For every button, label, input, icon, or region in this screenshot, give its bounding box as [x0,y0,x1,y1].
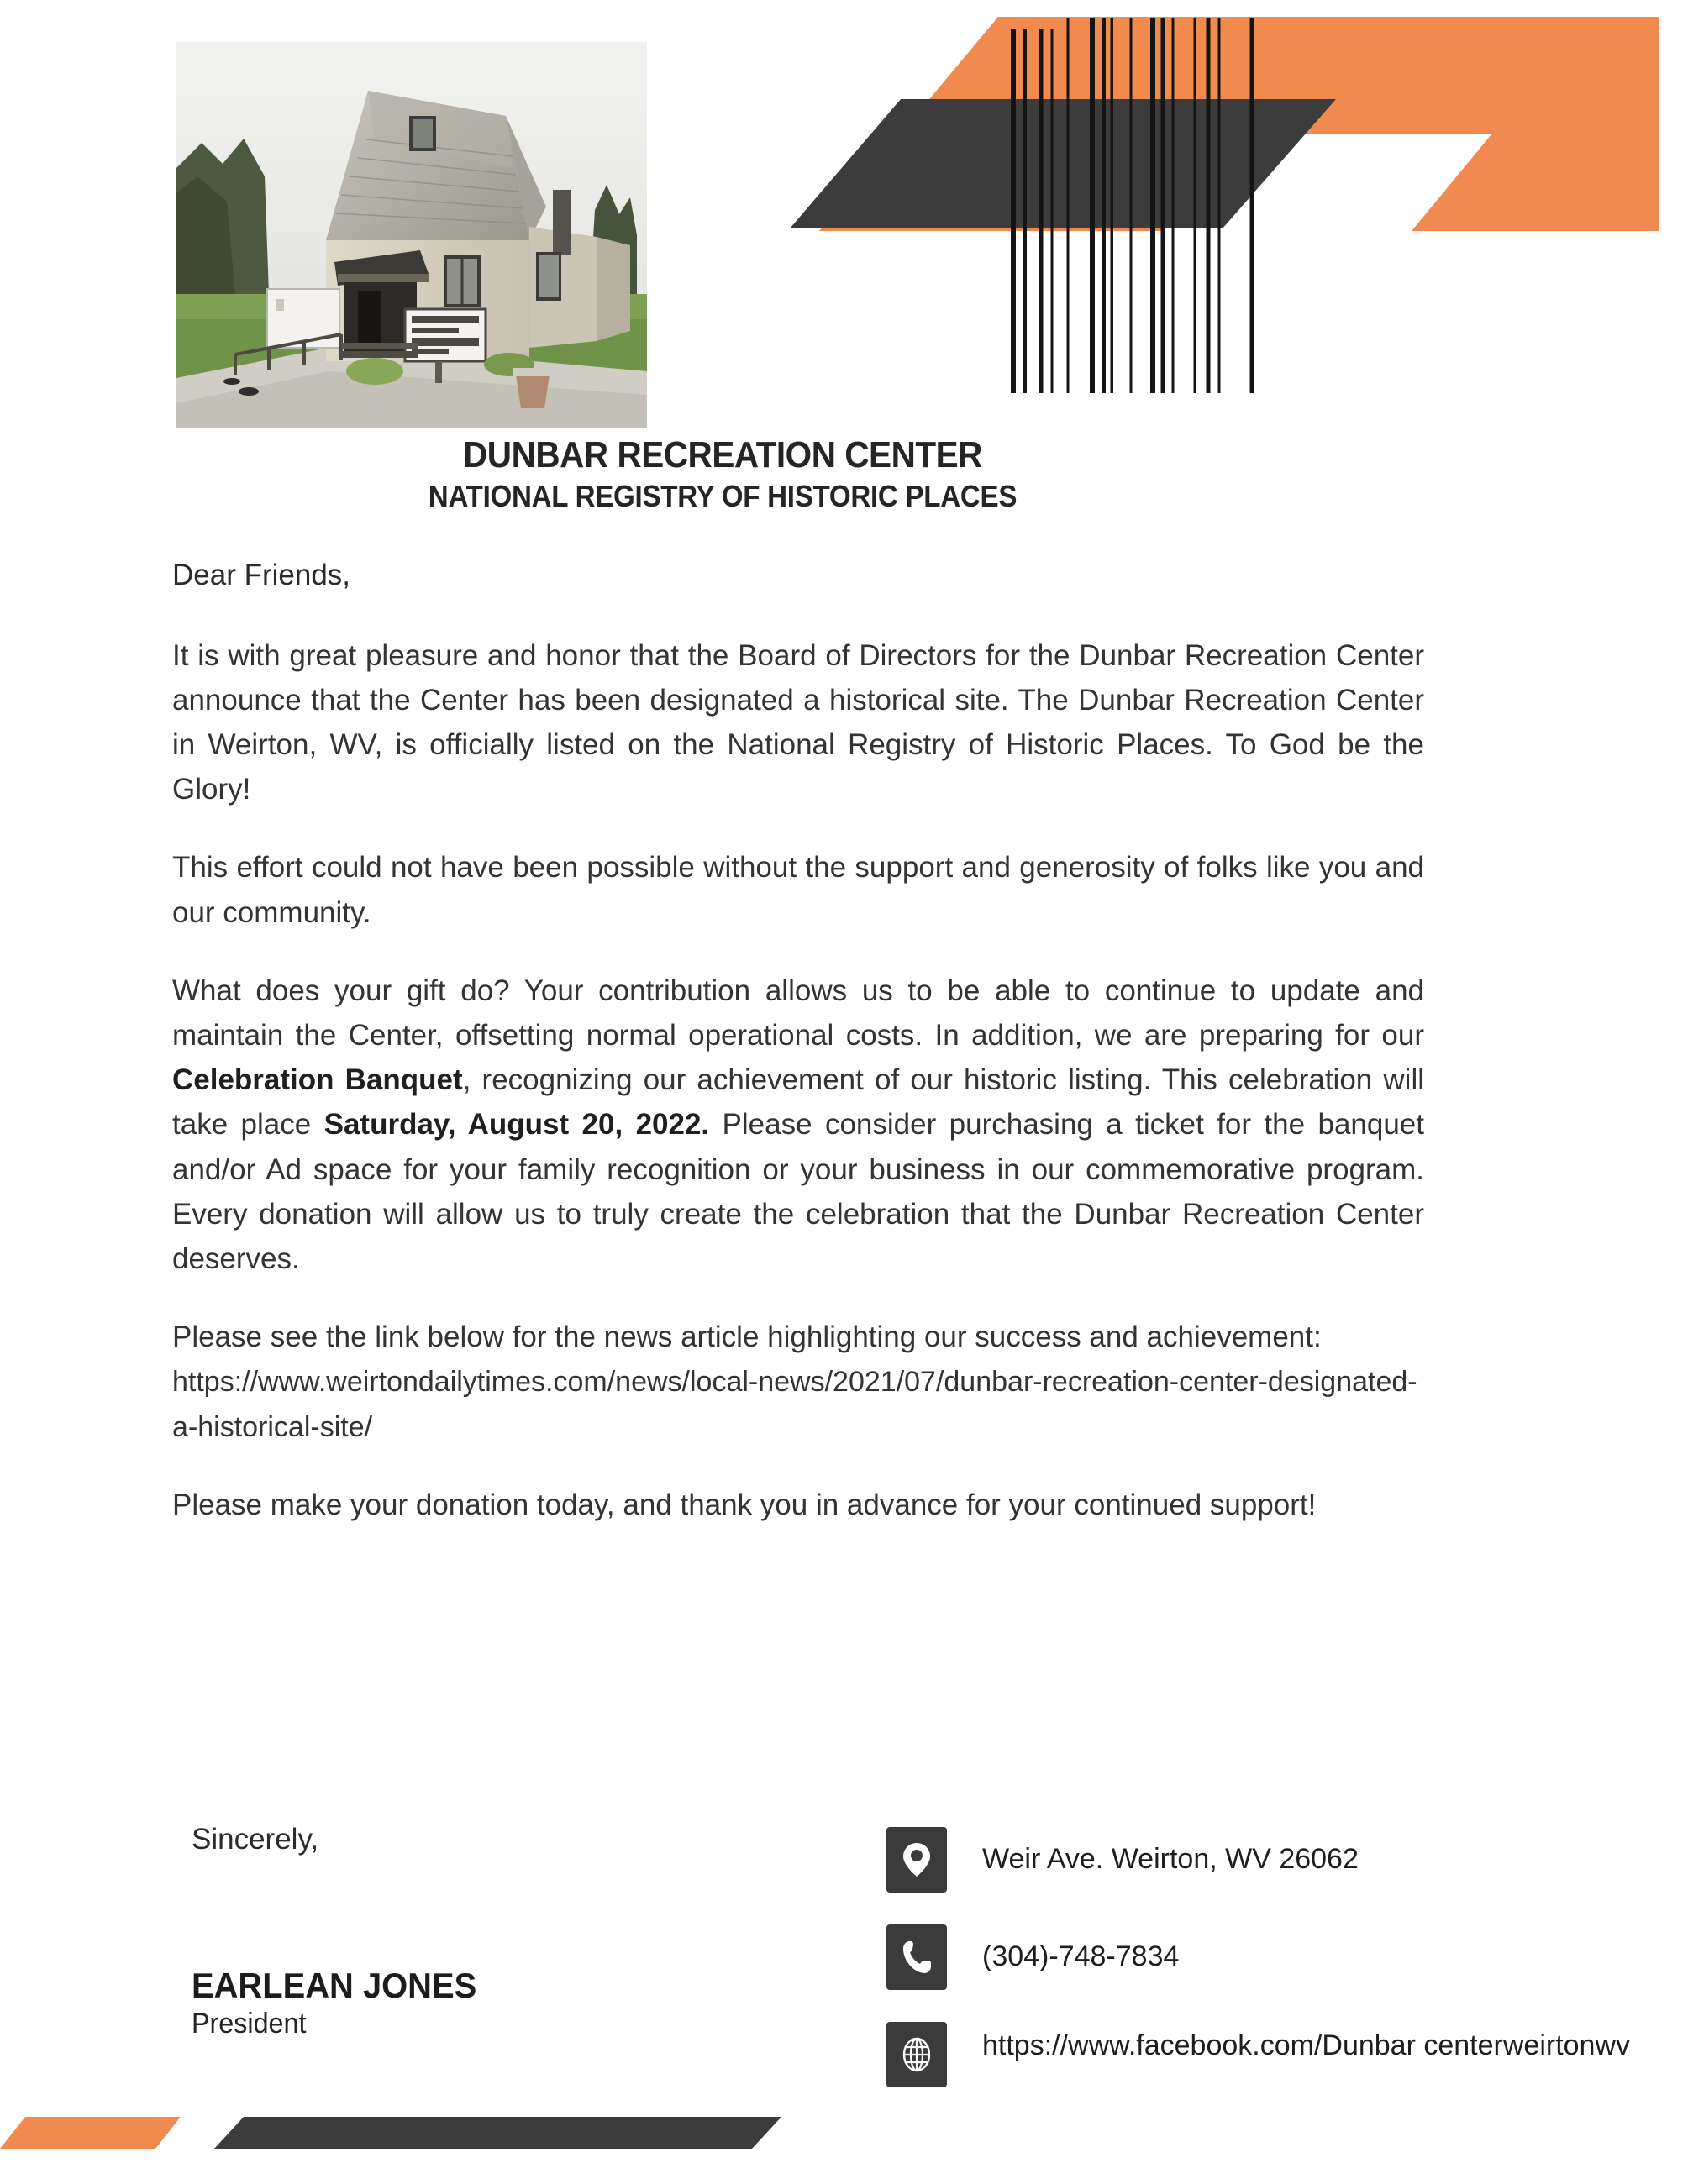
page-subtitle: NATIONAL REGISTRY OF HISTORIC PLACES [428,478,1018,513]
signer-role: President [192,2008,307,2040]
signer-name: EARLEAN JONES [192,1966,477,2005]
page-title: DUNBAR RECREATION CENTER [463,434,982,475]
contact-block [886,1827,1643,2119]
building-photo [176,42,647,428]
footer-orange-shape [0,2117,181,2149]
paragraph-3-part-c: Please consider purchasing a ticket for the banquet and/or Ad space for your family recognition or your business in our commemorative program. Every donation will allow us to truly create the celebration that the Dunbar Recreation Center deserves. [172,1108,1424,1275]
news-article-link[interactable]: https://www.weirtondailytimes.com/news/local-news/2021/07/dunbar-recreation-center-designated-a-historical-site/ [172,1366,1417,1443]
event-date-emphasis: Saturday, August 20, 2022. [323,1108,710,1142]
paragraph-4 [172,1315,1424,1449]
paragraph-5: Please make your donation today, and thank you in advance for your continued support! [172,1488,1317,1521]
website-text[interactable]: https://www.facebook.com/Dunbar centerweirtonwv [982,2029,1631,2061]
dark-gray-shape [790,99,1336,228]
signature-block [192,1823,780,1856]
closing-salutation: Sincerely, [192,1823,319,1856]
paragraph-3 [172,969,1424,1281]
contact-row [886,1827,1643,1893]
location-pin-icon [886,1827,947,1893]
contact-row [886,1924,1643,1990]
footer-dark-shape [214,2117,781,2149]
letter-body [172,554,1424,1561]
orange-shape [819,17,1659,231]
paragraph-4-text: Please see the link below for the news article highlighting our success and achievement: [172,1320,1322,1354]
contact-row [886,2022,1643,2087]
paragraph-1: It is with great pleasure and honor that the Board of Directors for the Dunbar Recreation Center announce that the Center has been designated a historical site. The Dunbar Recreation Center in Weirton, WV, is officially listed on the National Registry of Historic Places. To God be the Glory! [172,638,1424,806]
salutation: Dear Friends, [172,559,351,591]
celebration-banquet-emphasis: Celebration Banquet [172,1063,463,1097]
phone-text[interactable]: (304)-748-7834 [982,1940,1180,1972]
vertical-lines [1013,18,1252,393]
phone-icon [886,1924,947,1990]
title-block [0,435,1445,513]
address-text: Weir Ave. Weirton, WV 26062 [982,1843,1359,1875]
paragraph-2: This effort could not have been possible without the support and generosity of folks like you and our community. [172,851,1424,929]
paragraph-3-part-b: , recognizing our achievement of our historic listing. This celebration will take place [172,1063,1425,1142]
globe-icon [886,2022,947,2087]
paragraph-3-part-a: What does your gift do? Your contribution allows us to be able to continue to update and maintain the Center, offsetting normal operational costs. In addition, we are preparing for our [172,974,1424,1052]
